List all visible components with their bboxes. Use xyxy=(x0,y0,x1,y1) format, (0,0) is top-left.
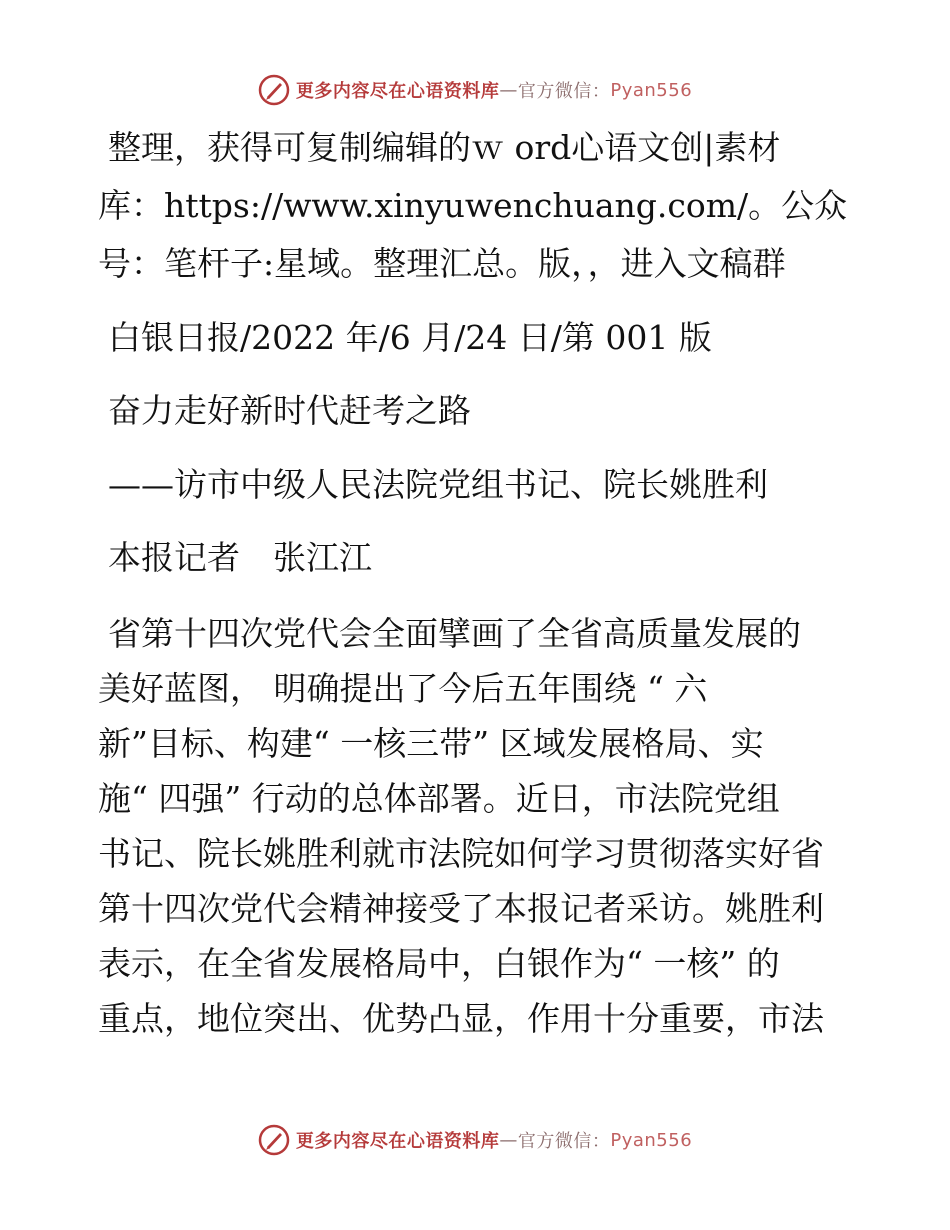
body-line: 美好蓝图， 明确提出了今后五年围绕 “ 六 xyxy=(98,669,708,708)
body-line: 重点，地位突出、优势凸显，作用十分重要，市法 xyxy=(98,999,824,1038)
watermark-separator: — xyxy=(499,79,518,101)
intro-line-2: 库：https://www.xinyuwenchuang.com/。公众 xyxy=(98,186,848,225)
article-subtitle: ——访市中级人民法院党组书记、院长姚胜利 xyxy=(108,465,768,504)
article-body xyxy=(98,606,850,1046)
article-title: 奋力走好新时代赶考之路 xyxy=(108,391,471,430)
quill-pen-icon xyxy=(258,74,290,106)
intro-line-3: 号：笔杆子:星域。整理汇总。版，，进入文稿群 xyxy=(98,244,786,283)
article-source: 白银日报/2022 年/6 月/24 日/第 001 版 xyxy=(108,318,712,357)
watermark-brand: 更多内容尽在心语资料库 xyxy=(295,1131,500,1152)
watermark-wechat-id: Pyan556 xyxy=(610,1129,693,1151)
article-byline: 本报记者 张江江 xyxy=(108,538,372,577)
quill-pen-icon xyxy=(258,1124,290,1156)
watermark-separator: — xyxy=(499,1129,518,1151)
body-line: 施“ 四强” 行动的总体部署。近日，市法院党组 xyxy=(98,779,780,818)
body-line: 省第十四次党代会全面擘画了全省高质量发展的 xyxy=(108,614,801,653)
watermark-brand: 更多内容尽在心语资料库 xyxy=(295,81,500,102)
body-line: 表示，在全省发展格局中，白银作为“ 一核” 的 xyxy=(98,944,780,983)
watermark-header xyxy=(0,72,950,108)
body-line: 第十四次党代会精神接受了本报记者采访。姚胜利 xyxy=(98,889,824,928)
intro-line-1: 整理，获得可复制编辑的ｗ ord心语文创|素材 xyxy=(108,128,781,167)
body-line: 新”目标、构建“ 一核三带” 区域发展格局、实 xyxy=(98,724,764,763)
watermark-footer xyxy=(0,1122,950,1158)
watermark-label: 官方微信： xyxy=(517,1131,611,1152)
watermark-label: 官方微信： xyxy=(517,81,611,102)
watermark-wechat-id: Pyan556 xyxy=(610,79,693,101)
body-line: 书记、院长姚胜利就市法院如何学习贯彻落实好省 xyxy=(98,834,824,873)
